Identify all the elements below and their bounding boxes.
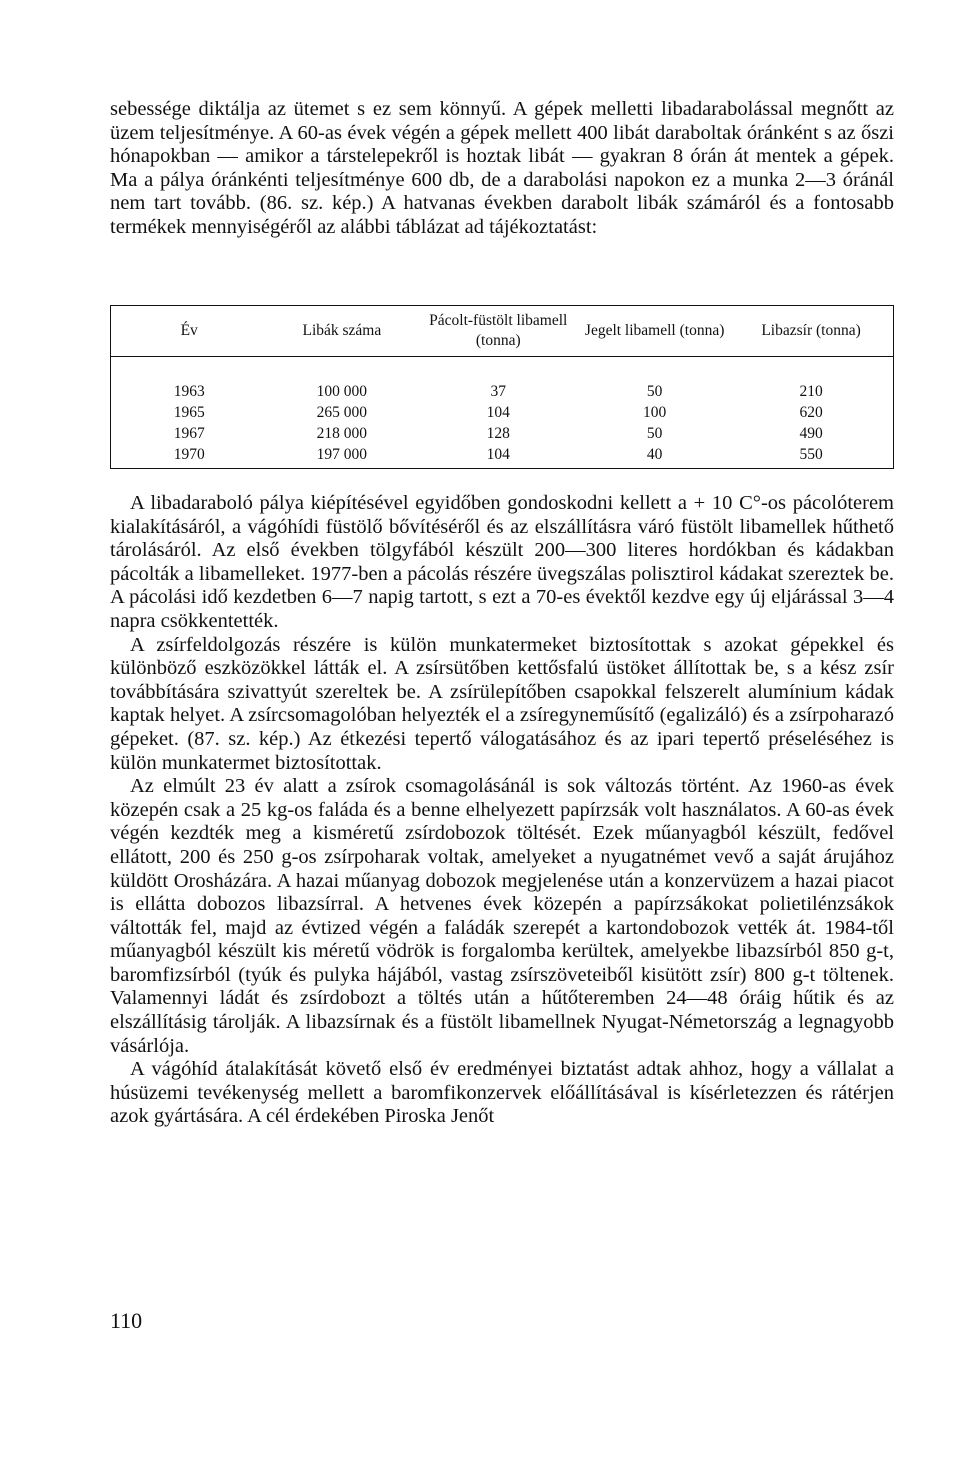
table-cell: 50 <box>646 382 663 400</box>
column-header-goose-fat: Libazsír (tonna) <box>729 306 893 357</box>
table-row <box>111 444 893 465</box>
table-row <box>111 357 893 403</box>
table-cell: 490 <box>799 424 823 442</box>
table-row <box>111 402 893 423</box>
column-header-goose-count: Libák száma <box>267 306 416 357</box>
column-header-smoked-breast: Pácolt-füstölt libamell (tonna) <box>416 306 580 357</box>
table-cell: 550 <box>799 445 823 463</box>
table-cell: 40 <box>646 445 663 463</box>
intro-paragraph: sebessége diktálja az ütemet s ez sem könnyű. A gépek melletti libadarabolással megnőtt az üzem teljesítménye. A 60-as évek végén a gépek mellett 400 libát daraboltak óránként s az őszi hónapokban — amikor a társtelepekről is hoztak libát — gyakran 8 órán át mentek a gépek. Ma a pálya óránkénti teljesítménye 600 db, de a darabolási napokon ez a munka 2—3 óránál nem tart tovább. (86. sz. kép.) A hatvanas években darabolt libák számáról és a fontosabb termékek mennyiségéről az alábbi táblázat ad tájékoztatást: <box>110 98 894 238</box>
table-cell: 1970 <box>173 445 205 463</box>
paragraph: Az elmúlt 23 év alatt a zsírok csomagolásánál is sok változás történt. Az 1960-as évek közepén csak a 25 kg-os faláda és a benne elhelyezett papírzsák volt használatos. A 60-as évek végén kezdték meg a kisméretű zsírdobozok töltését. Ezek műanyagból készült, fedővel ellátott, 200 és 250 g-os zsírpoharak voltak, amelyeket a nyugatnémet vevő a saját árujához küldött Orosházára. A hazai műanyag dobozok megjelenése után a konzervüzem a hazai piacot is ellátta dobozos libazsírral. A hetvenes évek közepén a papírzsákokat polietilénzsákok váltották fel, majd az évtized végén a faládák szerepét a kartondobozok vették át. 1984-től műanyagból készült kis méretű vödrök is forgalomba kerültek, amelyekbe libazsírból 850 g-t, baromfizsírból (tyúk és pulyka hájából, vastag zsírszöveteiből kisütött zsír) 800 g-t töltenek. Valamennyi ládát és zsírdobozt a töltés után a hűtőteremben 24—48 óráig hűtik és az elszállításig tárolják. A libazsírnak és a füstölt libamellnek Nyugat-Németország a legnagyobb vásárlója. <box>110 775 894 1057</box>
table-cell: 100 000 <box>316 382 368 400</box>
table-cell: 37 <box>490 382 506 400</box>
paragraph: A libadaraboló pálya kiépítésével egyidőben gondoskodni kellett a + 10 C°-os pácolóterem kialakításáról, a vágóhídi füstölő bővítéséről és az elszállításra váró füstölt libamellek hűthető tárolásáról. Az első években tölgyfából készült 200—300 literes hordókban és kádakban pácolták a libamelleket. 1977-ben a pácolás részére üvegszálas polisztirol kádakat szereztek be. A pácolási idő kezdetben 6—7 napig tartott, s ezt a 70-es évektől kezdve egy új eljárással 3—4 napra csökkentették. <box>110 492 894 632</box>
table-cell: 100 <box>643 403 667 421</box>
table-cell: 265 000 <box>316 403 368 421</box>
page-number: 110 <box>110 1308 143 1333</box>
table-cell: 1967 <box>173 424 205 442</box>
table-cell: 1963 <box>173 382 205 400</box>
table-cell: 218 000 <box>316 424 368 442</box>
table-cell: 104 <box>486 445 510 463</box>
goose-production-table <box>111 306 893 465</box>
intro-text <box>110 98 894 240</box>
table-row <box>111 423 893 444</box>
table-cell: 197 000 <box>316 445 368 463</box>
table-cell: 1965 <box>173 403 205 421</box>
table-cell: 620 <box>799 403 823 421</box>
table-cell: 128 <box>486 424 510 442</box>
table-cell: 210 <box>799 382 823 400</box>
body-text <box>110 492 894 1129</box>
table-cell: 50 <box>646 424 663 442</box>
paragraph: A zsírfeldolgozás részére is külön munkatermeket biztosítottak s azokat gépekkel és különböző eszközökkel látták el. A zsírsütőben kettősfalú üstöket állítottak be, s a kész zsír továbbítására szivattyút szereltek be. A zsírülepítőben csapokkal felszerelt alumínium kádak kaptak helyet. A zsírcsomagolóban helyezték el a zsíregyneműsítő (egalizáló) és a zsírpoharazó gépeket. (87. sz. kép.) Az étkezési tepertő válogatásához és az ipari tepertő préseléséhez is külön munkatermet biztosítottak. <box>110 633 894 774</box>
column-header-iced-breast: Jegelt libamell (tonna) <box>580 306 729 357</box>
column-header-year: Év <box>111 306 267 357</box>
table-header-row <box>111 306 893 357</box>
paragraph: A vágóhíd átalakítását követő első év eredményei biztatást adtak ahhoz, hogy a vállalat a húsüzemi tevékenység mellett a baromfikonzervek előállításával is kísérletezzen és rátérjen azok gyártására. A cél érdekében Piroska Jenőt <box>110 1058 894 1128</box>
table-cell: 104 <box>486 403 510 421</box>
data-table <box>110 305 894 469</box>
